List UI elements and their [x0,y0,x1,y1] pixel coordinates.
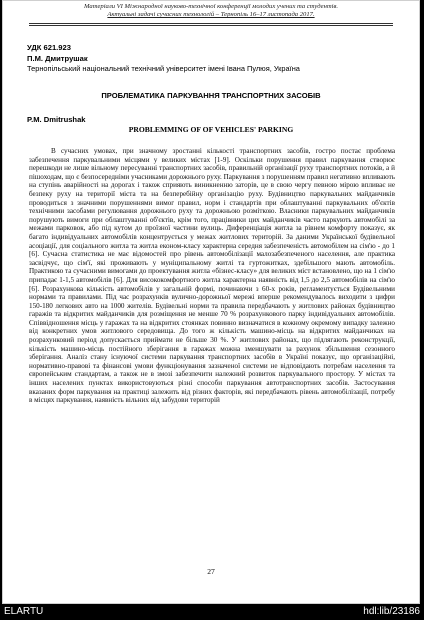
document-page [2,0,420,604]
affiliation: Тернопільський національний технічний університет імені Івана Пулюя, Україна [27,64,300,73]
article-title-ukrainian: ПРОБЛЕМАТИКА ПАРКУВАННЯ ТРАНСПОРТНИХ ЗАСОБІВ [101,91,321,100]
udk-code: УДК 621.923 [27,43,71,52]
header-line-2: Актуальні задачі сучасних технологій – Тернопіль 16–17 листопада 2017. [107,11,315,18]
page-number: 27 [207,567,215,576]
header-line-1: Матеріали VI Міжнародної науково-технічної конференції молодих учених та студентів. [84,3,338,10]
author-name-english: P.M. Dmitrushak [27,115,86,124]
repository-label: ELARTU [4,606,44,617]
body-paragraph: В сучасних умовах, при значному зростанні кількості транспортних засобів, гостро постає проблема забезпечення паркувальними місцями у великих містах [1-9]. Оскільки порушення правил паркування створює перешкоди не лише вільному пересуванні транспортних засобів, правильній організації руху транспортних потоків, а й пішоходам, що є безпосередніми учасниками дорожнього руху. Паркування з порушенням правил негативно впливають на ступінь аварійності на дорогах і також сприяють виникненню заторів, це в свою чергу певною мірою впливає не безпеку руху на території міста та на безперебійну організацію руху. Будівництво паркувальних майданчиків проводиться з значними порушеннями вимог правил, норм і стандартів при облаштуванні паркувальних об'єктів технічними засобами регулювання дорожнього руху та дорожньою розміткою. Власники паркувальних майданчиків порушують вимоги при облаштуванні об'єктів, крім того, працівники цих майданчиків часто паркують автомобілі за межами парковок, або під кутом до проїзної частини вулиць. Диференціація житла за рівнем комфорту показує, як багато індивідуальних автомобілів концентрується у межах житлових територій. За даними Української будівельної асоціації, для соціального житла та житла економ-класу характерна середня забезпеченість автомобілем на сім'ю - до 1 [6]. Сучасна статистика не має відомостей про рівень автомобілізації малозабезпеченого населення, але практика засвідчує, що сім'ї, які проживають у муніципальному житлі та гуртожитках, здебільшого мають автомобіль. Практикою та сучасними вимогами до проектування житла «бізнес-класу» для великих міст встановлено, що на 1 сім'ю припадає 1-1,5 автомобілів [6]. Для висококомфортного житла характерна наявність від 1,5 до 2,5 автомобілів на сім'ю [6]. Розрахункова кількість автомобілів у загальній формі, починаючи з 60-х років, регламентується Будівельними нормами та правилами. Під час розрахунків вулично-дорожньої мережі вперше рекомендувалось виходити з цифри 150-180 легкових авто на 1000 жителів. Будівельні норми та правила передбачають у житлових районах будівництво гаражів та відкритих майданчиків для розміщення не менше 70 % розрахункового парку індивідуальних автомобілів. Співвідношення місць у гаражах та на відкритих стоянках повинно визначатися в кожному окремому випадку залежно від конкретних умов житлового середовища. До того ж кількість машино-місць на відкритих майданчиках на розрахунковий період допускається приймати не більше 30 %. У житлових районах, що підлягають реконструкції, кількість машино-місць постійного зберігання в гаражах можна зменшувати за рахунок збільшення сезонного зберігання. Аналіз стану існуючої системи паркування транспортних засобів в Україні показує, що організаційні, нормативно-правові та фінансові умови функціонування зазначеної системи не відповідають потребам населення та європейським стандартам, а також не в змозі забезпечити належний розвиток паркувального простору. У містах та інших населених пунктах використовуються різні способи паркування автотранспортних засобів. Застосування вказаних форм паркування на практиці залежить від різних факторів, які передбачають рівень автомобілізації, потребу в місцях паркування, наявність вільних від забудови територій [29,147,395,405]
author-name: П.М. Дмитрушак [27,54,88,63]
handle-identifier: hdl:lib/23186 [363,606,420,617]
conference-header [29,3,393,19]
article-body [29,147,395,563]
header-rule [29,23,393,24]
header-rule-double [29,25,393,26]
viewer-footer [0,604,424,620]
article-title-english: PROBLEMMING OF OF VEHICLES' PARKING [128,125,294,134]
